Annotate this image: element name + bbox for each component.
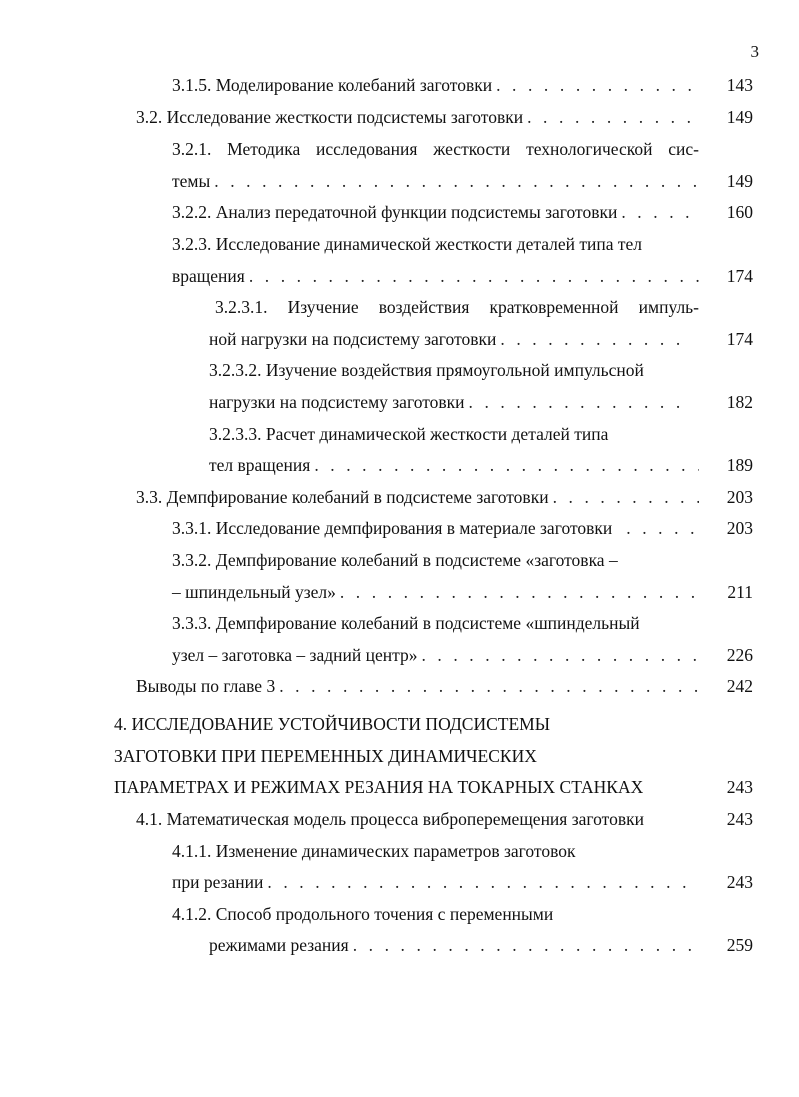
toc-entry-4-1[interactable]	[136, 807, 699, 831]
toc-entry-title: 3.2.3.3. Расчет динамической жесткости деталей типа	[209, 424, 609, 444]
toc-entry-4-1-1-line1[interactable]	[172, 839, 699, 863]
toc-entry-title: при резании	[172, 872, 264, 892]
toc-entry-3-2-3-2-line1[interactable]	[209, 358, 689, 382]
toc-entry-3-3-2-line1[interactable]	[172, 548, 699, 572]
toc-leader-dots	[275, 674, 699, 698]
toc-entry-title: 3.2.2. Анализ передаточной функции подсистемы заготовки	[172, 202, 618, 222]
toc-chapter-4-line2[interactable]	[114, 744, 714, 768]
toc-entry-title: тел вращения	[209, 455, 311, 475]
toc-entry-title: 4.1. Математическая модель процесса виброперемещения заготовки	[136, 809, 644, 829]
toc-entry-title: 3.1.5. Моделирование колебаний заготовки	[172, 75, 493, 95]
toc-entry-title: 3.2.3.2. Изучение воздействия прямоугольной импульсной	[209, 360, 644, 380]
toc-page-number: 149	[726, 171, 753, 191]
toc-entry-title: Выводы по главе 3	[136, 676, 276, 696]
page-number: 3	[750, 42, 759, 61]
toc-leader-dots	[349, 933, 699, 957]
toc-entry-title: 3.2. Исследование жесткости подсистемы заготовки	[136, 107, 524, 127]
toc-page-number: 143	[726, 75, 753, 95]
toc-leader-dots	[612, 516, 699, 540]
toc-leader-dots	[523, 105, 699, 129]
toc-page-number: 259	[726, 935, 753, 955]
toc-page-number: 149	[726, 107, 753, 127]
toc-page-number: 243	[726, 872, 753, 892]
toc-entry-title: 3.3.1. Исследование демпфирования в материале заготовки	[172, 518, 613, 538]
toc-leader-dots	[245, 264, 699, 288]
toc-entry-title: режимами резания	[209, 935, 349, 955]
toc-entry-conclusions-ch3[interactable]	[136, 674, 699, 698]
toc-entry-3-2-3-1-line2[interactable]	[209, 327, 689, 351]
toc-entry-3-2-3-3-line1[interactable]	[209, 422, 689, 446]
toc-entry-3-3-3-line1[interactable]	[172, 611, 699, 635]
toc-page-number: 211	[727, 582, 753, 602]
toc-entry-3-1-5[interactable]	[172, 73, 699, 97]
toc-entry-4-1-2-line2[interactable]	[209, 933, 699, 957]
toc-page-number: 243	[726, 809, 753, 829]
toc-page-number: 174	[726, 329, 753, 349]
toc-page-number: 203	[726, 487, 753, 507]
toc-entry-title: вращения	[172, 266, 245, 286]
toc-leader-dots	[263, 870, 699, 894]
toc-entry-3-2-3-1-line1[interactable]	[215, 295, 699, 319]
toc-entry-3-2-2[interactable]	[172, 200, 699, 224]
toc-entry-title: узел – заготовка – задний центр»	[172, 645, 418, 665]
toc-entry-3-2-3-2-line2[interactable]	[209, 390, 689, 414]
toc-page-number: 226	[726, 645, 753, 665]
toc-entry-title: 4.1.1. Изменение динамических параметров заготовок	[172, 841, 576, 861]
toc-leader-dots	[617, 200, 699, 224]
toc-leader-dots	[549, 485, 699, 509]
toc-entry-title: 3.2.1. Методика исследования жесткости технологической сис-	[172, 139, 699, 159]
toc-leader-dots	[496, 327, 689, 351]
toc-leader-dots	[465, 390, 689, 414]
toc-page-number: 189	[726, 455, 753, 475]
toc-chapter-4-line1[interactable]	[114, 712, 714, 736]
toc-leader-dots	[336, 580, 699, 604]
toc-chapter-title: ПАРАМЕТРАХ И РЕЖИМАХ РЕЗАНИЯ НА ТОКАРНЫХ СТАНКАХ	[114, 777, 644, 797]
toc-page-number: 182	[726, 392, 753, 412]
toc-page-number: 203	[726, 518, 753, 538]
toc-entry-3-2[interactable]	[136, 105, 699, 129]
toc-entry-3-2-3-line1[interactable]	[172, 232, 699, 256]
toc-entry-3-2-1-line2[interactable]	[172, 169, 699, 193]
toc-entry-title: 3.3. Демпфирование колебаний в подсистеме заготовки	[136, 487, 549, 507]
toc-entry-title: нагрузки на подсистему заготовки	[209, 392, 465, 412]
toc-entry-3-2-1-line1[interactable]	[172, 137, 699, 161]
toc-entry-title: 3.2.3.1. Изучение воздействия кратковременной импуль-	[215, 297, 699, 317]
toc-leader-dots	[310, 453, 699, 477]
toc-leader-dots	[210, 169, 699, 193]
toc-entry-title: 4.1.2. Способ продольного точения с переменными	[172, 904, 554, 924]
toc-leader-dots	[492, 73, 699, 97]
toc-page-number: 243	[726, 777, 753, 797]
toc-entry-title: 3.3.3. Демпфирование колебаний в подсистеме «шпиндельный	[172, 613, 640, 633]
toc-page-number: 242	[726, 676, 753, 696]
toc-entry-title: темы	[172, 171, 211, 191]
toc-chapter-4-line3[interactable]	[114, 775, 714, 799]
toc-entry-title: 3.2.3. Исследование динамической жесткости деталей типа тел	[172, 234, 643, 254]
toc-entry-3-2-3-3-line2[interactable]	[209, 453, 699, 477]
toc-entry-4-1-2-line1[interactable]	[172, 902, 699, 926]
toc-entry-3-3-2-line2[interactable]	[172, 580, 699, 604]
toc-entry-title: 3.3.2. Демпфирование колебаний в подсистеме «заготовка –	[172, 550, 618, 570]
toc-entry-3-2-3-line2[interactable]	[172, 264, 699, 288]
toc-entry-3-3[interactable]	[136, 485, 699, 509]
toc-entry-3-3-1[interactable]	[172, 516, 699, 540]
toc-page-number: 160	[726, 202, 753, 222]
toc-leader-dots	[417, 643, 699, 667]
toc-entry-title: – шпиндельный узел»	[172, 582, 336, 602]
toc-entry-3-3-3-line2[interactable]	[172, 643, 699, 667]
toc-page-number: 174	[726, 266, 753, 286]
toc-chapter-title: 4. ИССЛЕДОВАНИЕ УСТОЙЧИВОСТИ ПОДСИСТЕМЫ	[114, 714, 550, 734]
toc-chapter-title: ЗАГОТОВКИ ПРИ ПЕРЕМЕННЫХ ДИНАМИЧЕСКИХ	[114, 746, 537, 766]
toc-entry-4-1-1-line2[interactable]	[172, 870, 699, 894]
toc-entry-title: ной нагрузки на подсистему заготовки	[209, 329, 497, 349]
